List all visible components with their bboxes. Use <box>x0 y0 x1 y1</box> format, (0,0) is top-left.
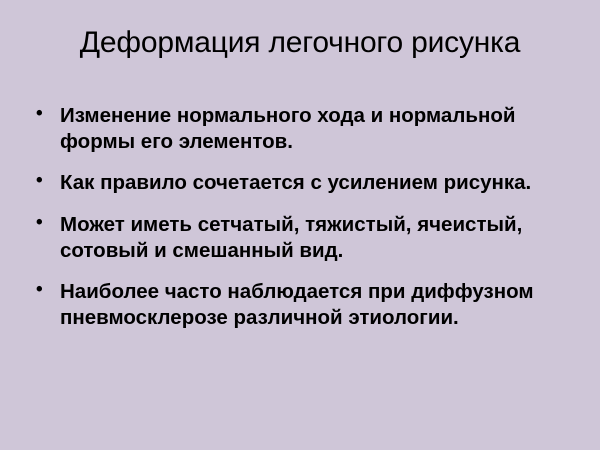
list-item <box>28 170 573 196</box>
list-item-text: Может иметь сетчатый, тяжистый, ячеистый, сотовый и смешанный вид. <box>60 212 523 262</box>
bullet-point-icon: • <box>36 170 43 192</box>
page-title: Деформация легочного рисунка <box>79 26 521 59</box>
bullet-point-icon: • <box>36 103 43 124</box>
bullet-point-icon: • <box>36 279 43 301</box>
list-item <box>28 279 573 331</box>
list-item <box>28 103 573 155</box>
list-item-text: Наиболее часто наблюдается при диффузном пневмосклерозе различной этиологии. <box>60 280 534 330</box>
list-item <box>28 212 573 264</box>
bullet-point-icon: • <box>36 211 43 233</box>
list-item-text: Как правило сочетается с усилением рисунка. <box>60 171 532 195</box>
list-item-text: Изменение нормального хода и нормальной формы его элементов. <box>60 104 516 154</box>
bullet-list <box>28 103 573 332</box>
